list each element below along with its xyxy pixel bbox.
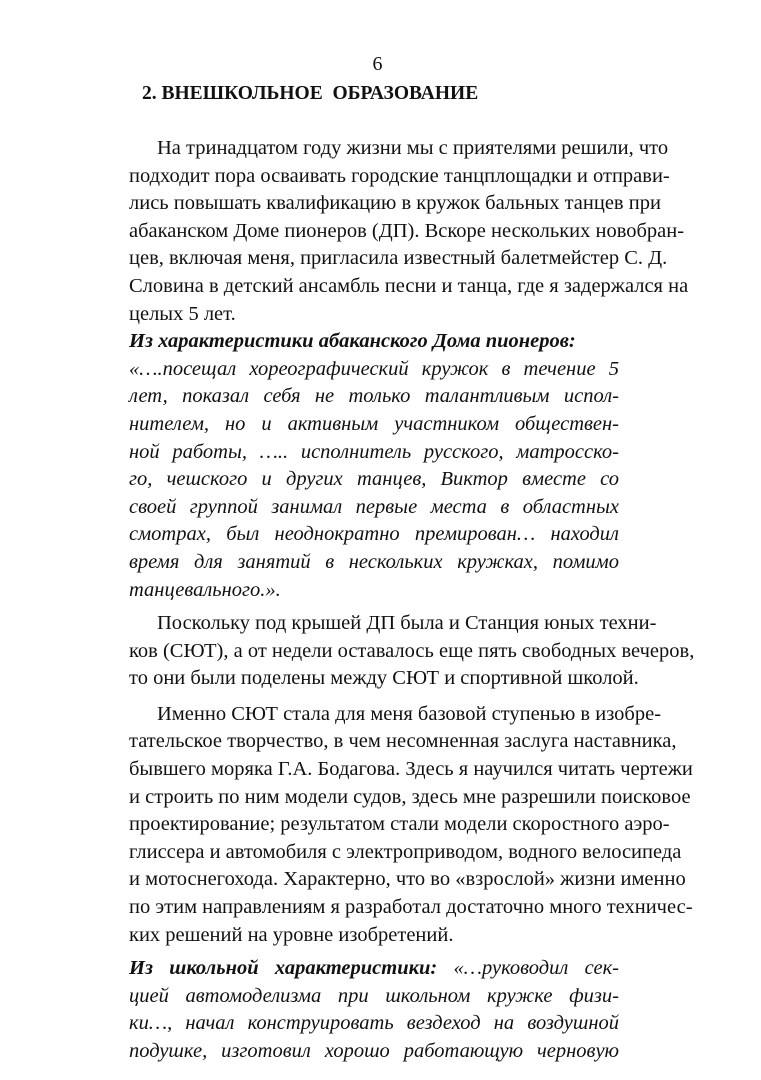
text-line: лись повышать квалификацию в кружок бальных танцев при (129, 192, 661, 215)
quote-line: го, чешского и других танцев, Виктор вместе со (129, 468, 619, 491)
quote-line: смотрах, был неоднократно премирован… находил (129, 523, 619, 546)
quote-title: Из школьной характеристики: (129, 957, 438, 980)
text-line: ких решений на уровне изобретений. (129, 923, 454, 946)
quote-line: нителем, но и активным участником обществен- (129, 412, 619, 435)
quote-line: подушке, изготовил хорошо работающую черновую (129, 1040, 619, 1062)
text-line: и строить по ним модели судов, здесь мне разрешили поисковое (129, 785, 691, 808)
quote-text: «…руководил сек- (437, 957, 619, 980)
text-line: подходит пора осваивать городские танцплощадки и отправи- (129, 164, 670, 187)
quote-block-1 (129, 328, 619, 604)
text-line: ков (СЮТ), а от недели оставалось еще пять свободных вечеров, (129, 639, 695, 662)
quote-title: Из характеристики абаканского Дома пионеров: (129, 330, 576, 353)
quote-line: своей группой занимал первые места в областных (129, 495, 619, 518)
text-line: Поскольку под крышей ДП была и Станция юных техни- (157, 612, 657, 635)
quote-line: цией автомоделизма при школьном кружке физи- (129, 984, 619, 1007)
quote-block-2 (129, 955, 619, 1065)
paragraph-2 (129, 610, 695, 693)
text-line: то они были поделены между СЮТ и спортивной школой. (129, 667, 639, 690)
quote-line-first (129, 955, 619, 983)
paragraph-3 (129, 701, 693, 949)
text-line: проектирование; результатом стали модели скоростного аэро- (129, 813, 670, 836)
quote-line: время для занятий в нескольких кружках, помимо (129, 550, 619, 573)
quote-line: лет, показал себя не только талантливым испол- (129, 385, 619, 408)
paragraph-1 (129, 135, 689, 328)
section-heading: 2. ВНЕШКОЛЬНОЕ ОБРАЗОВАНИЕ (142, 83, 479, 104)
quote-line: ки…, начал конструировать вездеход на воздушной (129, 1012, 619, 1035)
text-line: и мотоснегохода. Характерно, что во «взрослой» жизни именно (129, 868, 686, 891)
text-line: целых 5 лет. (129, 302, 236, 325)
text-line: цев, включая меня, пригласила известный балетмейстер С. Д. (129, 247, 668, 270)
quote-line: ной работы, ….. исполнитель русского, матросско- (129, 440, 619, 463)
quote-line: танцевального.». (129, 578, 281, 601)
text-line: Именно СЮТ стала для меня базовой ступенью в изобре- (157, 702, 662, 725)
text-line: На тринадцатом году жизни мы с приятелями решили, что (157, 137, 669, 159)
text-line: тательское творчество, в чем несомненная заслуга наставника, (129, 730, 677, 753)
text-line: по этим направлениям я разработал достаточно много техничес- (129, 896, 693, 919)
text-line: глиссера и автомобиля с электроприводом, водного велосипеда (129, 840, 682, 863)
document-page (129, 52, 695, 1066)
text-line: бывшего моряка Г.А. Бодагова. Здесь я научился читать чертежи (129, 758, 693, 781)
text-line: абаканском Доме пионеров (ДП). Вскоре нескольких новобран- (129, 219, 685, 242)
page-number: 6 (372, 53, 383, 75)
text-line: Словина в детский ансамбль песни и танца, где я задержался на (129, 274, 689, 297)
quote-line: «….посещал хореографический кружок в течение 5 (129, 357, 619, 380)
